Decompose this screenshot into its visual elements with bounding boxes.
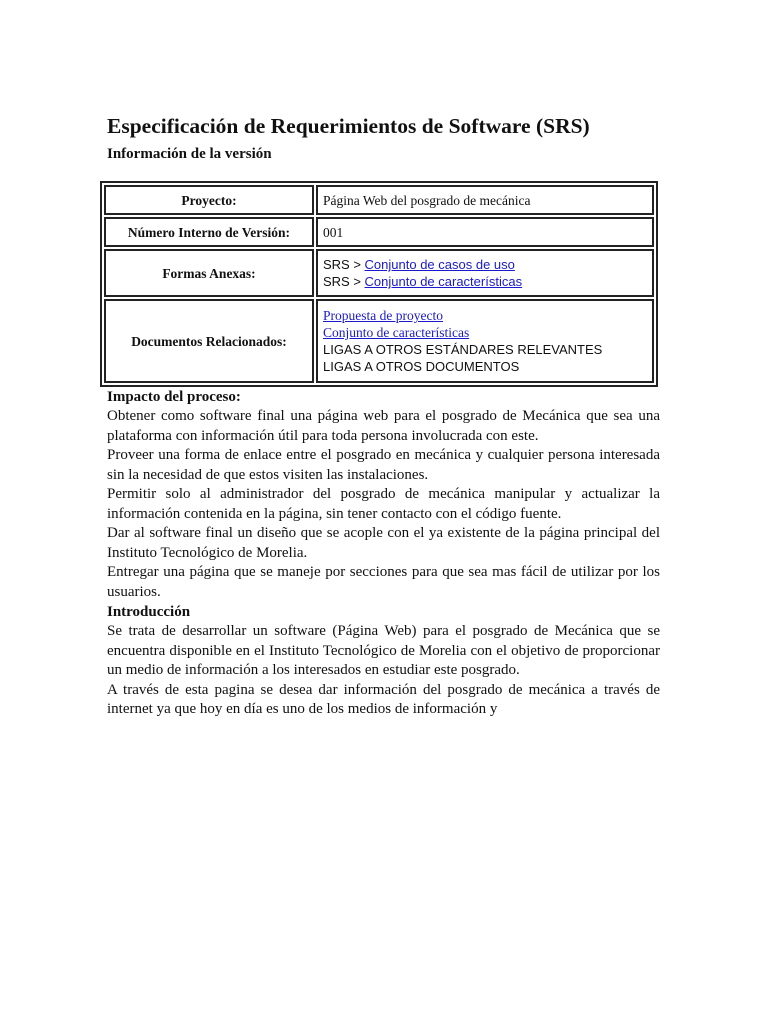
ligas-documentos-text: LIGAS A OTROS DOCUMENTOS: [323, 359, 520, 374]
ligas-estandares-text: LIGAS A OTROS ESTÁNDARES RELEVANTES: [323, 342, 603, 357]
impacto-paragraph: Entregar una página que se maneje por secciones para que sea mas fácil de utilizar por los usuarios.: [107, 564, 660, 600]
proyecto-value: Página Web del posgrado de mecánica: [316, 185, 654, 215]
impacto-paragraph: Dar al software final un diseño que se acople con el ya existente de la página principal del Instituto Tecnológico de Morelia.: [107, 525, 660, 561]
formas-anexas-label: Formas Anexas:: [104, 249, 314, 297]
srs-prefix: SRS >: [323, 274, 365, 289]
version-info-table: [100, 181, 658, 387]
document-page: [107, 108, 660, 720]
numero-version-label: Número Interno de Versión:: [104, 217, 314, 247]
table-row-numero-version: [104, 217, 654, 247]
formas-anexas-item: [323, 256, 647, 273]
impacto-paragraph: Obtener como software final una página web para el posgrado de Mecánica que sea una plataforma con información útil para toda persona involucrada con este.: [107, 408, 660, 444]
casos-de-uso-link[interactable]: Conjunto de casos de uso: [364, 257, 515, 272]
srs-prefix: SRS >: [323, 257, 365, 272]
formas-anexas-value: [316, 249, 654, 297]
table-row-formas-anexas: [104, 249, 654, 297]
introduccion-heading: Introducción: [107, 604, 191, 620]
documentos-relacionados-value: [316, 299, 654, 383]
introduccion-paragraph: Se trata de desarrollar un software (Página Web) para el posgrado de Mecánica que se encuentra disponible en el Instituto Tecnológico de Morelia con el objetivo de proporcionar un medio de información a los interesados en estudiar este posgrado.: [107, 623, 660, 678]
impacto-paragraph: Proveer una forma de enlace entre el posgrado en mecánica y cualquier persona interesada sin la necesidad de que estos visiten las instalaciones.: [107, 447, 660, 483]
document-title: Especificación de Requerimientos de Software (SRS): [107, 114, 590, 138]
version-info-heading: Información de la versión: [107, 146, 272, 162]
caracteristicas-link[interactable]: Conjunto de características: [364, 274, 523, 289]
numero-version-value: 001: [316, 217, 654, 247]
impacto-paragraph: Permitir solo al administrador del posgrado de mecánica manipular y actualizar la información contenida en la página, sin tener contacto con el código fuente.: [107, 486, 660, 522]
documentos-relacionados-label: Documentos Relacionados:: [104, 299, 314, 383]
impacto-heading: Impacto del proceso:: [107, 389, 241, 405]
introduccion-paragraph: A través de esta pagina se desea dar información del posgrado de mecánica a través de internet ya que hoy en día es uno de los medios de información y: [107, 681, 660, 717]
table-row-proyecto: [104, 185, 654, 215]
propuesta-proyecto-link[interactable]: Propuesta de proyecto: [323, 308, 443, 323]
proyecto-label: Proyecto:: [104, 185, 314, 215]
formas-anexas-item: [323, 273, 647, 290]
conjunto-caracteristicas-link[interactable]: Conjunto de características: [323, 325, 470, 340]
table-row-documentos-relacionados: [104, 299, 654, 383]
